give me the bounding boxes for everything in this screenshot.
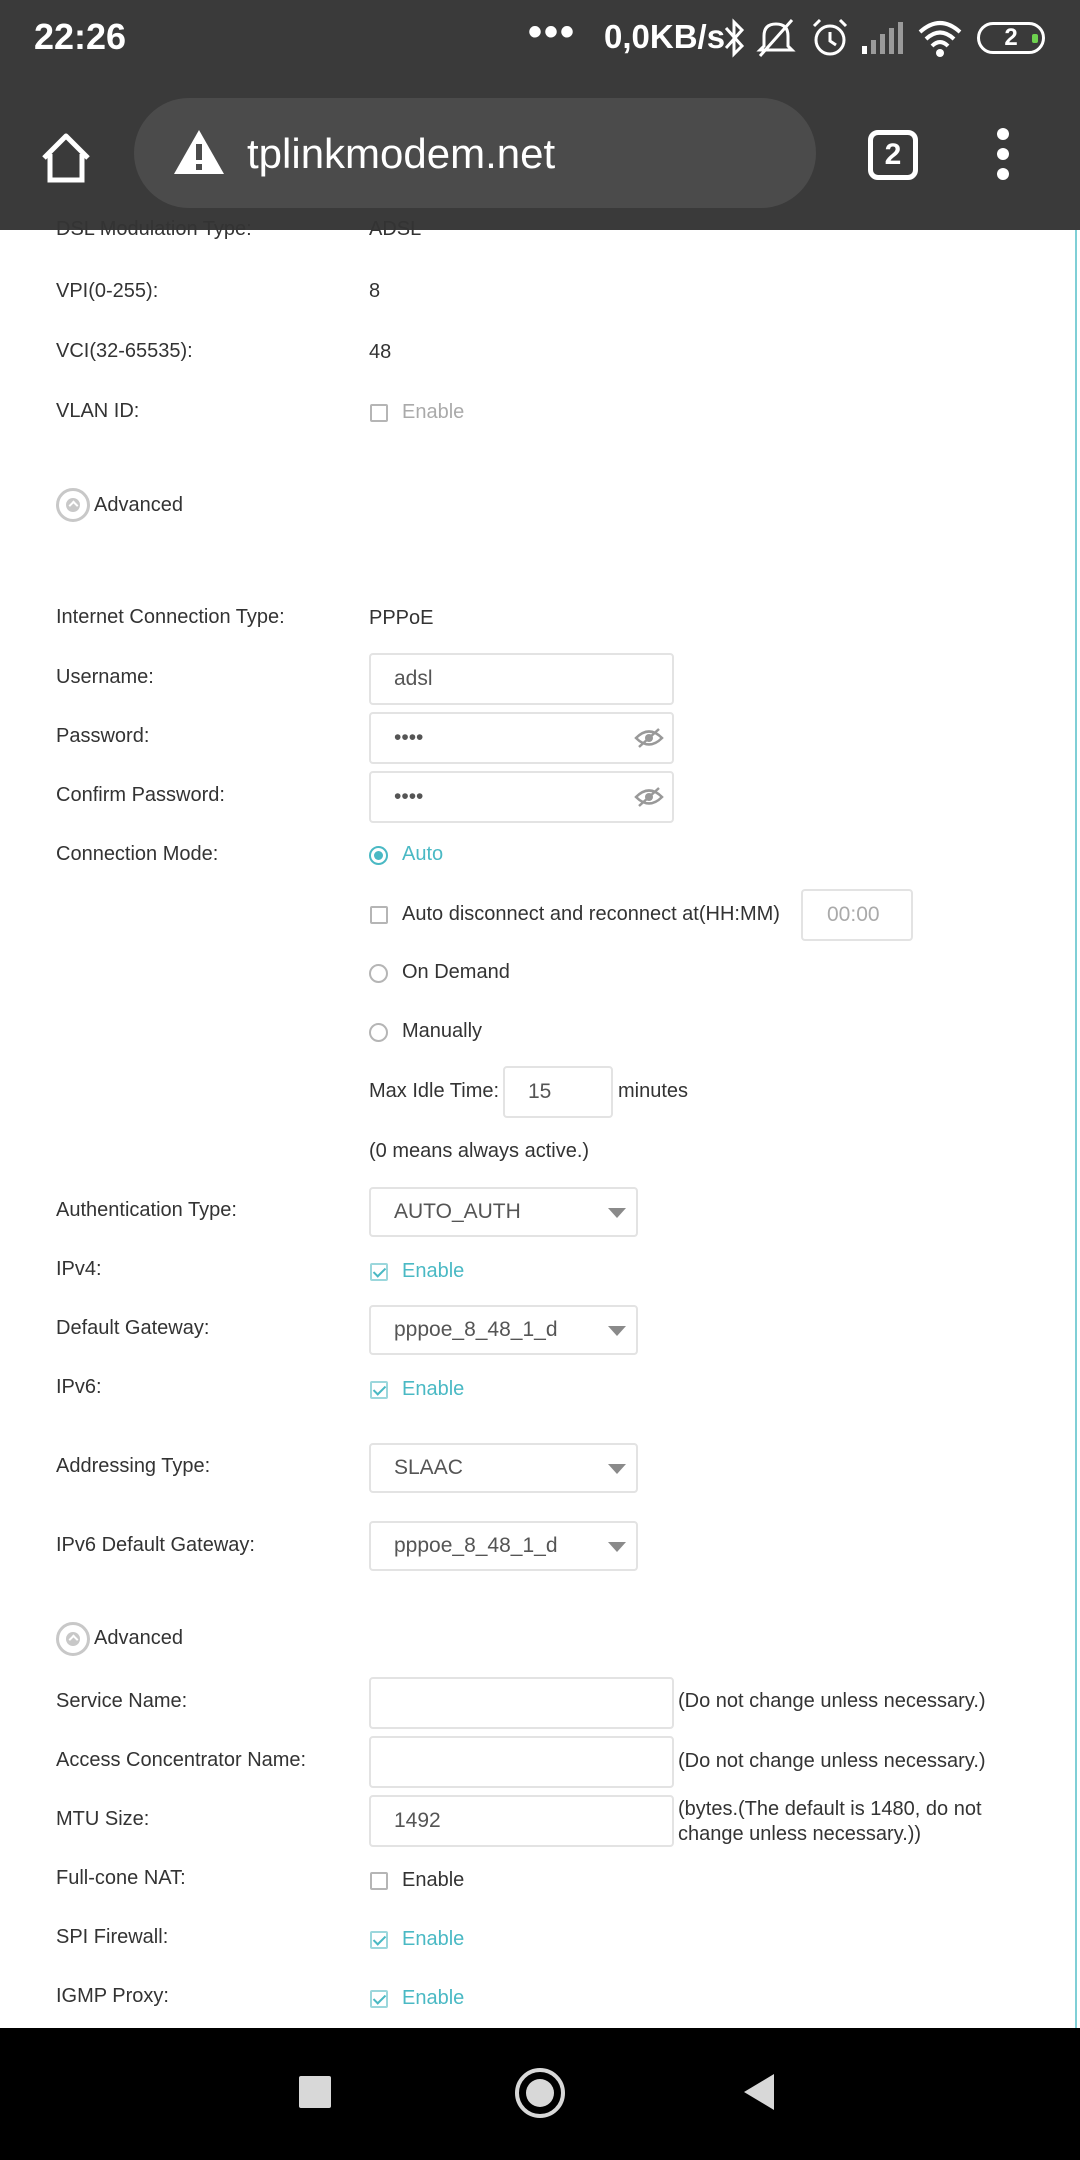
auto-disconnect-time-placeholder: 00:00: [827, 903, 880, 926]
connection-mode-label: Connection Mode:: [56, 843, 219, 865]
confirm-password-label: Confirm Password:: [56, 784, 225, 806]
auto-disconnect-checkbox[interactable]: [370, 906, 388, 924]
auto-disconnect-label[interactable]: Auto disconnect and reconnect at(HH:MM): [402, 903, 780, 925]
default-gateway-select[interactable]: [369, 1305, 638, 1355]
full-cone-nat-checkbox[interactable]: [370, 1872, 388, 1890]
dsl-modulation-label: DSL Modulation Type:: [56, 218, 252, 240]
url-bar[interactable]: [134, 98, 816, 208]
ipv4-enable-checkbox[interactable]: [370, 1263, 388, 1281]
igmp-proxy-label: IGMP Proxy:: [56, 1985, 169, 2007]
service-name-hint: (Do not change unless necessary.): [678, 1690, 986, 1712]
auth-type-select[interactable]: [369, 1187, 638, 1237]
default-gateway-value: pppoe_8_48_1_d: [394, 1318, 558, 1341]
connection-type-value: PPPoE: [369, 607, 434, 629]
username-label: Username:: [56, 666, 154, 688]
ipv6-enable-label[interactable]: Enable: [402, 1378, 465, 1400]
warning-icon[interactable]: [172, 128, 226, 176]
password-value: ••••: [394, 726, 424, 749]
eye-off-icon[interactable]: [634, 727, 664, 749]
password-input[interactable]: [369, 712, 674, 764]
advanced-toggle-icon[interactable]: [56, 1622, 90, 1656]
vpi-label: VPI(0-255):: [56, 280, 159, 302]
ipv6-label: IPv6:: [56, 1376, 102, 1398]
mtu-input[interactable]: [369, 1795, 674, 1847]
full-cone-nat-enable-label[interactable]: Enable: [402, 1869, 465, 1891]
confirm-password-input[interactable]: [369, 771, 674, 823]
mode-auto-label[interactable]: Auto: [402, 843, 444, 865]
battery-level: 2: [1004, 24, 1018, 51]
access-concentrator-hint: (Do not change unless necessary.): [678, 1750, 986, 1772]
advanced-toggle-icon[interactable]: [56, 488, 90, 522]
confirm-password-value: ••••: [394, 785, 424, 808]
alarm-icon: [810, 16, 850, 60]
mode-auto-radio[interactable]: [369, 846, 388, 865]
ipv4-label: IPv4:: [56, 1258, 102, 1280]
spi-firewall-label: SPI Firewall:: [56, 1926, 169, 1948]
mode-on-demand-label[interactable]: On Demand: [402, 961, 510, 983]
max-idle-value: 15: [528, 1080, 552, 1103]
more-vert-icon[interactable]: [994, 128, 1012, 188]
status-time: 22:26: [34, 16, 127, 57]
home-icon[interactable]: [38, 130, 94, 186]
full-cone-nat-label: Full-cone NAT:: [56, 1867, 186, 1889]
ipv6-gateway-value: pppoe_8_48_1_d: [394, 1534, 558, 1557]
igmp-proxy-enable-label[interactable]: Enable: [402, 1987, 465, 2009]
mtu-value: 1492: [394, 1809, 441, 1832]
chevron-down-icon: [608, 1542, 626, 1552]
tab-count: 2: [884, 138, 902, 171]
chevron-down-icon: [608, 1326, 626, 1336]
signal-icon: [860, 16, 904, 60]
system-nav-bar: [0, 2028, 1080, 2160]
ipv6-enable-checkbox[interactable]: [370, 1381, 388, 1399]
chevron-down-icon: [608, 1464, 626, 1474]
bluetooth-icon: [722, 16, 748, 60]
mode-manually-label[interactable]: Manually: [402, 1020, 483, 1042]
scroll-edge: [1075, 230, 1077, 2028]
addressing-type-select[interactable]: [369, 1443, 638, 1493]
dsl-modulation-value: ADSL: [369, 218, 422, 240]
auth-type-value: AUTO_AUTH: [394, 1200, 521, 1223]
browser-toolbar: [0, 78, 1080, 230]
service-name-input[interactable]: [369, 1677, 674, 1729]
access-concentrator-label: Access Concentrator Name:: [56, 1749, 307, 1771]
service-name-label: Service Name:: [56, 1690, 188, 1712]
vlan-enable-checkbox[interactable]: [370, 404, 388, 422]
notification-dots: •••: [528, 10, 577, 54]
auth-type-label: Authentication Type:: [56, 1199, 237, 1221]
addressing-type-value: SLAAC: [394, 1456, 463, 1479]
password-label: Password:: [56, 725, 150, 747]
connection-type-label: Internet Connection Type:: [56, 606, 285, 628]
chevron-down-icon: [608, 1208, 626, 1218]
access-concentrator-input[interactable]: [369, 1736, 674, 1788]
mtu-hint-line-2: change unless necessary.)): [678, 1823, 922, 1845]
spi-firewall-checkbox[interactable]: [370, 1931, 388, 1949]
network-speed: 0,0KB/s: [604, 18, 726, 55]
advanced-toggle-1[interactable]: Advanced: [94, 494, 183, 516]
mtu-hint-line-1: (bytes.(The default is 1480, do not: [678, 1798, 982, 1820]
ipv6-gateway-label: IPv6 Default Gateway:: [56, 1534, 255, 1556]
wifi-icon: [916, 16, 964, 60]
username-input[interactable]: [369, 653, 674, 705]
ipv6-gateway-select[interactable]: [369, 1521, 638, 1571]
spi-firewall-enable-label[interactable]: Enable: [402, 1928, 465, 1950]
mtu-label: MTU Size:: [56, 1808, 150, 1830]
back-triangle-icon[interactable]: [744, 2074, 774, 2110]
page-content: [0, 218, 1080, 2028]
default-gateway-label: Default Gateway:: [56, 1317, 210, 1339]
max-idle-unit: minutes: [618, 1080, 689, 1102]
vlan-enable-label[interactable]: Enable: [402, 401, 465, 423]
vci-label: VCI(32-65535):: [56, 340, 193, 362]
tabs-icon[interactable]: [868, 130, 918, 180]
mode-manually-radio[interactable]: [369, 1023, 388, 1042]
recents-square-icon[interactable]: [299, 2076, 331, 2108]
vci-value: 48: [369, 341, 392, 363]
max-idle-label: Max Idle Time:: [369, 1080, 500, 1102]
username-value: adsl: [394, 667, 433, 690]
max-idle-note: (0 means always active.): [369, 1140, 590, 1162]
max-idle-input[interactable]: [503, 1066, 613, 1118]
status-bar: [0, 0, 1080, 78]
vlan-label: VLAN ID:: [56, 400, 140, 422]
mute-icon: [756, 16, 796, 60]
addressing-type-label: Addressing Type:: [56, 1455, 211, 1477]
url-text[interactable]: tplinkmodem.net: [247, 130, 556, 177]
battery-icon: [977, 22, 1045, 54]
vpi-value: 8: [369, 280, 381, 302]
auto-disconnect-time-input[interactable]: [801, 889, 913, 941]
ipv4-enable-label[interactable]: Enable: [402, 1260, 465, 1282]
home-circle-icon[interactable]: [515, 2068, 565, 2118]
mode-on-demand-radio[interactable]: [369, 964, 388, 983]
igmp-proxy-checkbox[interactable]: [370, 1990, 388, 2008]
eye-off-icon[interactable]: [634, 786, 664, 808]
advanced-toggle-2[interactable]: Advanced: [94, 1627, 183, 1649]
